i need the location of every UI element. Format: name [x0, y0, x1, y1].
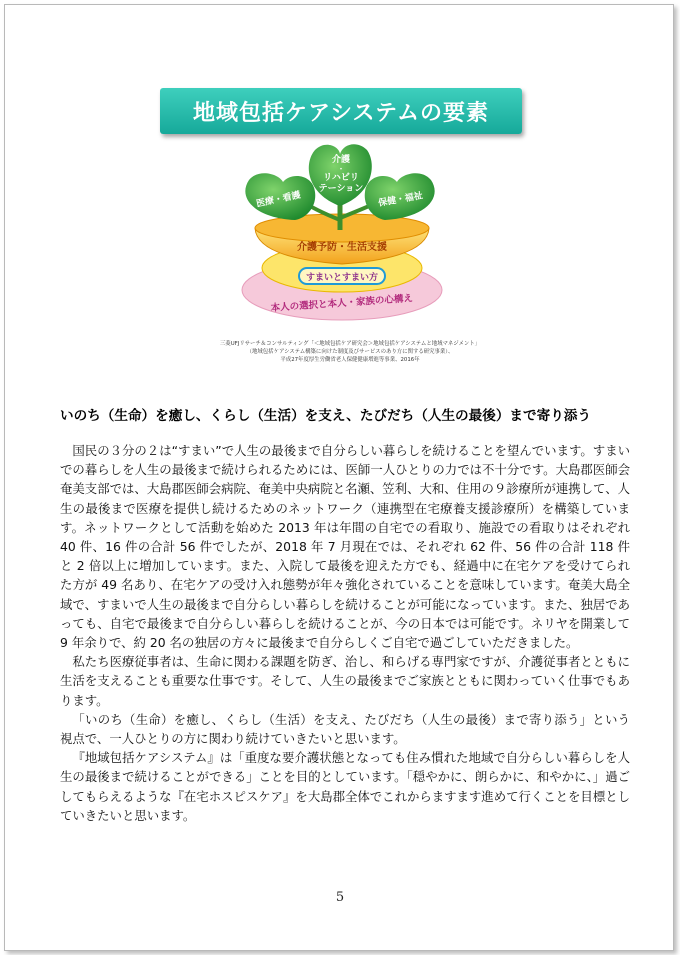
page-number: 5: [335, 890, 345, 905]
caption-line-2: （地域包括ケアシステム構築に向けた制度及びサービスのあり方に関する研究事業）、: [246, 349, 454, 355]
leaf-center-text-4: テーション: [318, 184, 364, 194]
care-system-illustration: [235, 140, 450, 325]
caption-line-1: 三菱UFJリサーチ＆コンサルティング「＜地域包括ケア研究会＞地域包括ケアシステムと地域マネジメント」: [219, 341, 481, 347]
leaf-center-text-3: リハビリ: [323, 173, 359, 183]
leaf-center-text-1: 介護: [331, 155, 351, 165]
figure-caption: [215, 340, 485, 364]
body-text: [60, 441, 630, 825]
caption-line-3: 平成27年度厚生労働省老人保健健康増進等事業、2016年: [280, 357, 420, 363]
leaf-left-text: 医療・看護: [255, 190, 302, 210]
paragraph-3: 「いのち（生命）を癒し、くらし（生活）を支え、たびだち（人生の最後）まで寄り添う」という視点で、一人ひとりの方に関わり続けていきたいと思います。: [60, 711, 630, 747]
paragraph-4: 『地域包括ケアシステム』は「重度な要介護状態となっても住み慣れた地域で自分らしい暮らしを人生の最後まで続けることができる」ことを目的としています。「穏やかに、朗らかに、和やかに、」過ごしてもらえるような『在宅ホスピスケア』を大島郡全体でこれからますます進めて行くことを目標としていきたいと思います。: [60, 750, 630, 823]
leaf-center-text-2: ・: [337, 165, 345, 173]
leaf-right-text: 保健・福祉: [377, 191, 424, 209]
paragraph-1: 国民の３分の２は“すまい”で人生の最後まで自分らしい暮らしを続けることを望んでいます。すまいでの暮らしを人生の最後まで続けられるためには、医師一人ひとりの力では不十分です。大島郡医師会奄美支部では、大島郡医師会病院、奄美中央病院と名瀬、笠利、大和、住用の９診療所が連携して、人生の最後まで医療を提供し続けるためのネットワーク（連携型在宅療養支援診療所）を構築しています。ネットワークとして活動を始めた 2013 年は年間の自宅での看取り、施設での看取りはそれぞれ 40 件、16 件の合計 56 件でしたが、2018 年 7 月現在では、それぞれ 62 件、56 件の合計 118 件と 2 倍以上に増加しています。また、入院して最後を迎えた方でも、経過中に在宅ケアを受けてられた方が 49 名あり、在宅ケアの受け入れ態勢が年々強化されていることを意味しています。奄美大島全域で、すまいで人生の最後まで自分らしい暮らしを続けることが可能になっています。また、独居であっても、自宅で最後まで自分らしい暮らしを続けることが、今の日本では可能です。ネリヤを開業して 9 年余りで、約 20 名の独居の方々に最後まで自分らしくご自宅で過ごしていただきました。: [60, 443, 630, 651]
banner-title: 地域包括ケアシステムの要素: [193, 100, 489, 126]
title-banner: [160, 88, 522, 134]
dish-label: すまいとすまい方: [305, 273, 379, 283]
paragraph-2: 私たち医療従事者は、生命に関わる課題を防ぎ、治し、和らげる専門家ですが、介護従事者とともに生活を支えることも重要な仕事です。そして、人生の最後までご家族とともに関わっていく仕事でもあります。: [60, 654, 630, 708]
plate-label: 本人の選択と本人・家族の心構え: [270, 293, 414, 314]
bowl-label: 介護予防・生活支援: [297, 242, 387, 253]
section-heading: いのち（生命）を癒し、くらし（生活）を支え、たびだち（人生の最後）まで寄り添う: [60, 408, 591, 424]
